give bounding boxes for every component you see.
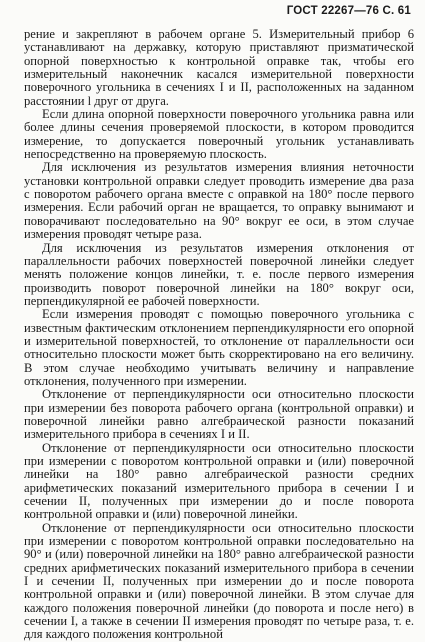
paragraph-4: Для исключения из результатов измерения отклонения от параллельности рабочих поверхностей поверочной линейки следует менять положение концов линейки, т. е. после первого измерения производить поворот поверочной линейки на 180° вокруг оси, перпендикулярной ее рабочей поверхности. (24, 240, 414, 308)
paragraph-7: Отклонение от перпендикулярности оси относительно плоскости при измерении с поворотом контрольной оправки и (или) поверочной линейки на 180° равно алгебраической разности средних арифметических показаний измерительного прибора в сечении I и сечении II, полученных при измерении до и после поворота контрольной оправки и (или) поверочной линейки. (24, 440, 414, 522)
paragraph-1: рение и закрепляют в рабочем органе 5. Измерительный прибор 6 устанавливают на державку, которую приставляют призматической опорной поверхностью к контрольной оправке так, чтобы его измерительный наконечник касался измерительной поверхности поверочного угольника в сечениях I и II, расположенных на заданном расстоянии l друг от друга. (24, 27, 414, 108)
paragraph-5: Если измерения проводят с помощью поверочного угольника с известным фактическим отклонением перпендикулярности его опорной и измерительной поверхностей, то отклонение от параллельности оси относительно плоскости может быть скорректировано на его величину. В этом случае необходимо учитывать величину и направление отклонения, полученного при измерении. (24, 307, 414, 388)
page-header: ГОСТ 22267—76 С. 61 (286, 5, 411, 17)
paragraph-2: Если длина опорной поверхности поверочного угольника равна или более длины сечения проверяемой плоскости, в котором проводится измерение, то допускается поверочный угольник устанавливать непосредственно на проверяемую плоскость. (24, 107, 414, 162)
paragraph-3: Для исключения из результатов измерения влияния неточности установки контрольной оправки следует проводить измерение два раза с поворотом рабочего органа вместе с оправкой на 180° после первого измерения. Если рабочий орган не вращается, то оправку вынимают и поворачивают последовательно на 90° вокруг ее оси, в этом случае измерения проводят четыре раза. (24, 160, 414, 242)
paragraph-6: Отклонение от перпендикулярности оси относительно плоскости при измерении без поворота рабочего органа (контрольной оправки) и поверочной линейки равно алгебраической разности показаний измерительного прибора в сечениях I и II. (24, 387, 414, 442)
paragraph-8: Отклонение от перпендикулярности оси относительно плоскости при измерении с поворотом контрольной оправки последовательно на 90° и (или) поверочной линейки на 180° равно алгебраической разности средних арифметических показаний измерительного прибора в сечении I и сечении II, полученных при измерении до и после поворота контрольной оправки и (или) поверочной линейки. В этом случае для каждого положения поверочной линейки (до поворота и после него) в сечении I, а также в сечении II измерения проводят по четыре раза, т. е. для каждого положения контрольной (24, 520, 414, 642)
document-body (24, 28, 414, 642)
